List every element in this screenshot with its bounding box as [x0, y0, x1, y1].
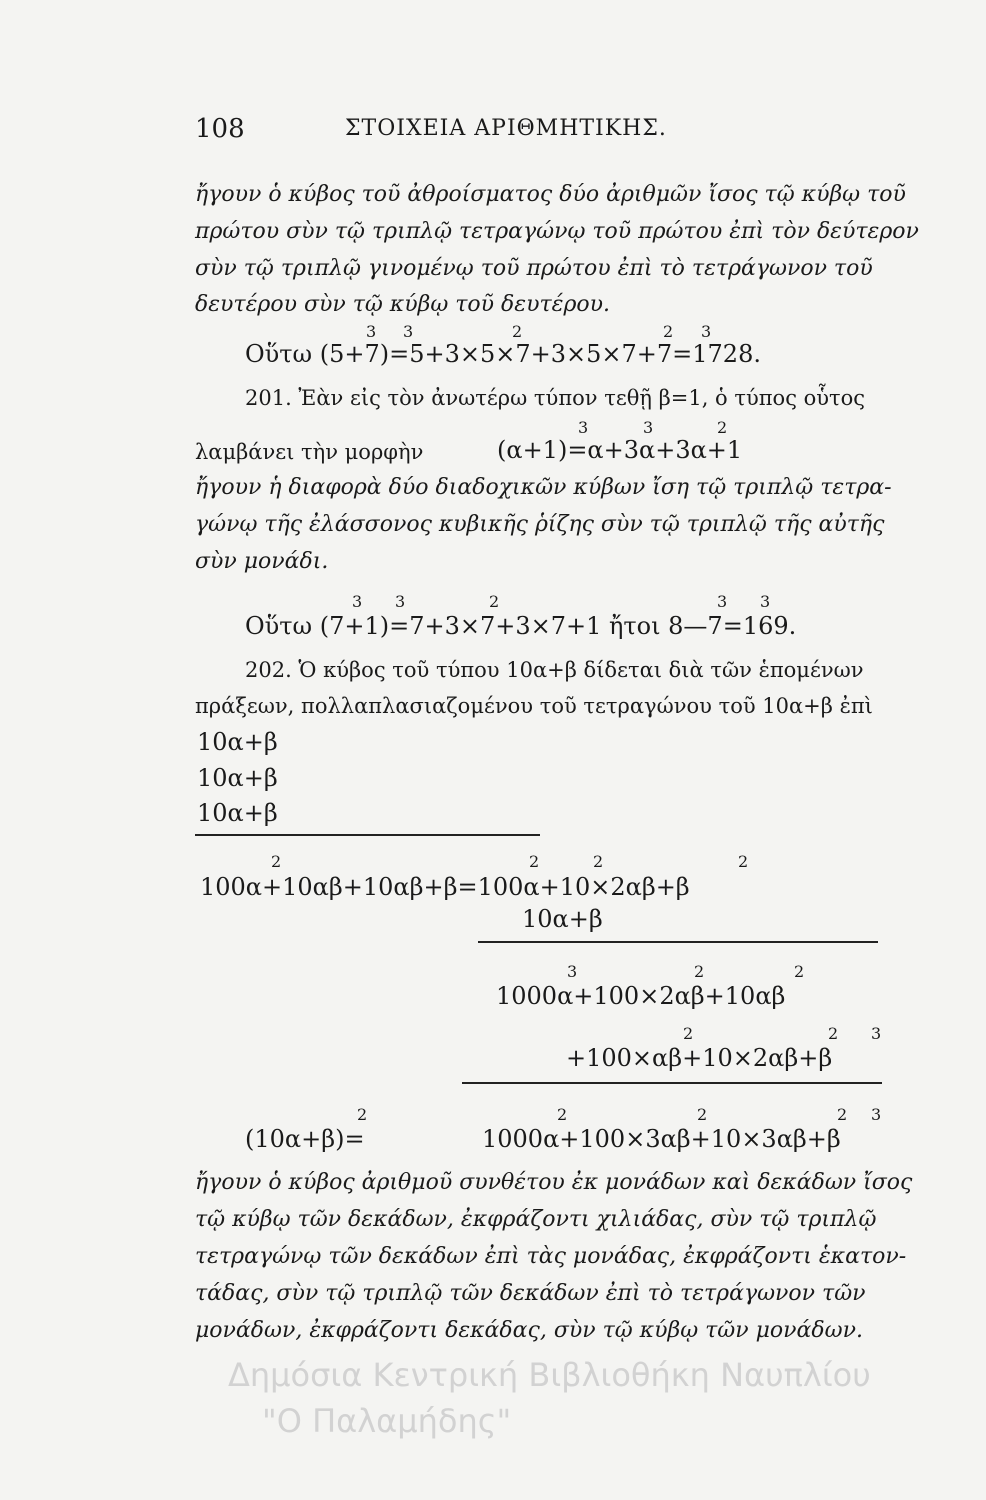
exponent: 2 — [738, 852, 749, 871]
exponent: 3 — [760, 592, 771, 611]
exponent: 2 — [837, 1105, 848, 1124]
closing-line-3: τετραγώνῳ τῶν δεκάδων ἐπὶ τὰς μονάδας, ἐκφράζοντι ἑκατον- — [195, 1244, 907, 1269]
section-202-line-1: 202. Ὁ κύβος τοῦ τύπου 10α+β δίδεται διὰ τῶν ἑπομένων — [245, 658, 864, 682]
exponent: 2 — [593, 852, 604, 871]
exponent: 2 — [694, 962, 705, 981]
intro-line-2: πρώτου σὺν τῷ τριπλῷ τετραγώνῳ τοῦ πρώτου ἐπὶ τὸν δεύτερον — [195, 219, 919, 244]
exponent: 2 — [489, 592, 500, 611]
exponent: 3 — [701, 322, 712, 341]
exponent: 2 — [271, 852, 282, 871]
exponent: 3 — [717, 592, 728, 611]
closing-line-4: τάδας, σὺν τῷ τριπλῷ τῶν δεκάδων ἐπὶ τὸ τετράγωνον τῶν — [195, 1281, 866, 1306]
section-201-line-1: 201. Ἐὰν εἰς τὸν ἀνωτέρω τύπον τεθῇ β=1, ὁ τύπος οὗτος — [245, 386, 866, 410]
exponent: 2 — [717, 418, 728, 437]
multiplication-rule — [195, 834, 540, 836]
result-rhs: 1000α+100×3αβ+10×3αβ+β — [482, 1125, 841, 1153]
page-number: 108 — [195, 114, 245, 144]
sum-rule — [462, 1082, 882, 1084]
exponent: 2 — [794, 962, 805, 981]
page-header — [195, 114, 865, 148]
closing-line-1: ἤγουν ὁ κύβος ἀριθμοῦ συνθέτου ἐκ μονάδων καὶ δεκάδων ἴσος — [195, 1170, 913, 1195]
product-row-1-multiplier: 10α+β — [522, 905, 603, 933]
library-watermark-line-1: Δημόσια Κεντρική Βιβλιοθήκη Ναυπλίου — [228, 1356, 871, 1394]
section-201-formula: (α+1)=α+3α+3α+1 — [497, 436, 743, 464]
running-title: ΣΤΟΙΧΕΙΑ ΑΡΙΘΜΗΤΙΚΗΣ. — [345, 116, 667, 141]
exponent: 2 — [663, 322, 674, 341]
exponent: 2 — [529, 852, 540, 871]
exponent: 3 — [871, 1024, 882, 1043]
multiplication-rule — [478, 941, 878, 943]
product-row-2a: 1000α+100×2αβ+10αβ — [496, 982, 786, 1010]
example-equation-1: Οὕτω (5+7)=5+3×5×7+3×5×7+7=1728. — [245, 340, 761, 368]
section-201-text-2: γώνῳ τῆς ἐλάσσονος κυβικῆς ῥίζης σὺν τῷ τριπλῷ τῆς αὐτῆς — [195, 512, 885, 537]
exponent: 2 — [557, 1105, 568, 1124]
exponent: 3 — [567, 962, 578, 981]
factor-3: 10α+β — [197, 799, 278, 827]
exponent: 3 — [395, 592, 406, 611]
factor-2: 10α+β — [197, 764, 278, 792]
section-201-label: λαμβάνει τὴν μορφὴν — [195, 440, 424, 464]
section-201-text-1: ἤγουν ἡ διαφορὰ δύο διαδοχικῶν κύβων ἴση τῷ τριπλῷ τετρα- — [195, 475, 892, 500]
exponent: 3 — [403, 322, 414, 341]
exponent: 2 — [683, 1024, 694, 1043]
intro-line-1: ἤγουν ὁ κύβος τοῦ ἀθροίσματος δύο ἀριθμῶν ἴσος τῷ κύβῳ τοῦ — [195, 182, 906, 207]
factor-1: 10α+β — [197, 728, 278, 756]
exponent: 2 — [357, 1105, 368, 1124]
closing-line-5: μονάδων, ἐκφράζοντι δεκάδας, σὺν τῷ κύβῳ τῶν μονάδων. — [195, 1318, 863, 1343]
result-lhs: (10α+β)= — [245, 1125, 365, 1153]
product-row-2b: +100×αβ+10×2αβ+β — [566, 1044, 833, 1072]
intro-line-3: σὺν τῷ τριπλῷ γινομένῳ τοῦ πρώτου ἐπὶ τὸ τετράγωνον τοῦ — [195, 256, 873, 281]
exponent: 3 — [366, 322, 377, 341]
example-equation-2: Οὕτω (7+1)=7+3×7+3×7+1 ἤτοι 8—7=169. — [245, 612, 797, 640]
exponent: 3 — [578, 418, 589, 437]
closing-line-2: τῷ κύβῳ τῶν δεκάδων, ἐκφράζοντι χιλιάδας, σὺν τῷ τριπλῷ — [195, 1207, 877, 1232]
section-201-text-3: σὺν μονάδι. — [195, 549, 329, 574]
exponent: 3 — [871, 1105, 882, 1124]
exponent: 2 — [512, 322, 523, 341]
library-watermark-line-2: "Ο Παλαμήδης" — [262, 1402, 512, 1440]
exponent: 2 — [697, 1105, 708, 1124]
exponent: 2 — [828, 1024, 839, 1043]
exponent: 3 — [643, 418, 654, 437]
product-row-1: 100α+10αβ+10αβ+β=100α+10×2αβ+β — [200, 873, 690, 901]
intro-line-4: δευτέρου σὺν τῷ κύβῳ τοῦ δευτέρου. — [195, 292, 610, 317]
exponent: 3 — [352, 592, 363, 611]
section-202-line-2: πράξεων, πολλαπλασιαζομένου τοῦ τετραγώνου τοῦ 10α+β ἐπὶ — [195, 694, 873, 718]
